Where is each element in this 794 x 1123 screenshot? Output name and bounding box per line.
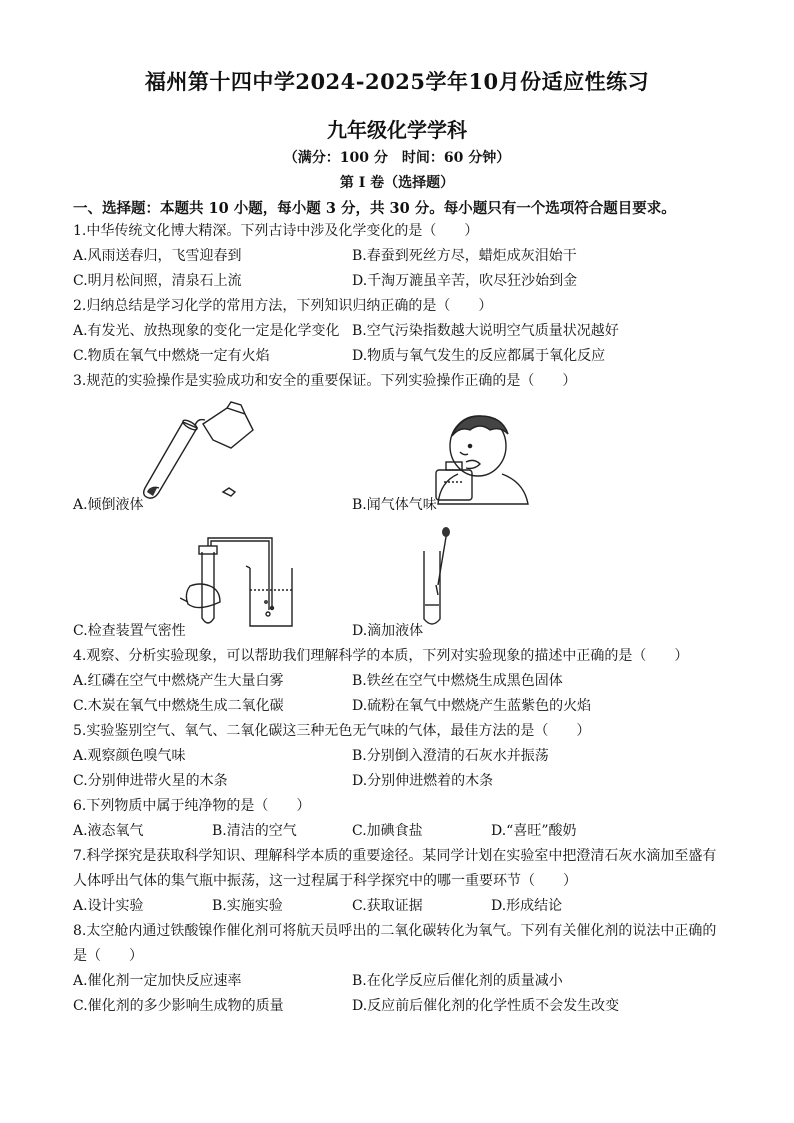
question-3-stem: 3.规范的实验操作是实验成功和安全的重要保证。下列实验操作正确的是（ ） bbox=[73, 373, 577, 389]
q8-option-a: A.催化剂一定加快反应速率 bbox=[73, 973, 242, 989]
q6-option-a: A.液态氧气 bbox=[73, 823, 144, 839]
question-7-stem-line1: 7.科学探究是获取科学知识、理解科学本质的重要途径。某同学计划在实验室中把澄清石灰水滴加至盛有 bbox=[73, 848, 717, 864]
section-heading: 一、选择题：本题共 10 小题，每小题 3 分，共 30 分。每小题只有一个选项符合题目要求。 bbox=[73, 200, 676, 217]
q2-option-d: D.物质与氧气发生的反应都属于氧化反应 bbox=[352, 348, 606, 364]
q4-option-c: C.木炭在氧气中燃烧生成二氧化碳 bbox=[73, 698, 284, 714]
q6-option-b: B.清洁的空气 bbox=[212, 823, 297, 839]
question-2-stem: 2.归纳总结是学习化学的常用方法，下列知识归纳正确的是（ ） bbox=[73, 298, 493, 314]
q7-option-b: B.实施实验 bbox=[212, 898, 283, 914]
q2-option-c: C.物质在氧气中燃烧一定有火焰 bbox=[73, 348, 270, 364]
q7-option-d: D.形成结论 bbox=[491, 898, 563, 914]
pouring-liquid-figure bbox=[135, 400, 275, 505]
q3-option-d: D.滴加液体 bbox=[352, 623, 424, 639]
q7-option-c: C.获取证据 bbox=[352, 898, 423, 914]
question-4-stem: 4.观察、分析实验现象，可以帮助我们理解科学的本质，下列对实验现象的描述中正确的是（ ） bbox=[73, 648, 689, 664]
question-1-stem: 1.中华传统文化博大精深。下列古诗中涉及化学变化的是（ ） bbox=[73, 223, 479, 239]
q4-option-a: A.红磷在空气中燃烧产生大量白雾 bbox=[73, 673, 284, 689]
question-8-stem-line2: 是（ ） bbox=[73, 948, 143, 964]
q4-option-d: D.硫粉在氧气中燃烧产生蓝紫色的火焰 bbox=[352, 698, 592, 714]
q8-option-d: D.反应前后催化剂的化学性质不会发生改变 bbox=[352, 998, 620, 1014]
q1-option-c: C.明月松间照，清泉石上流 bbox=[73, 273, 242, 289]
q5-option-b: B.分别倒入澄清的石灰水并振荡 bbox=[352, 748, 549, 764]
q7-option-a: A.设计实验 bbox=[73, 898, 144, 914]
q3-option-c: C.检查装置气密性 bbox=[73, 623, 186, 639]
q5-option-a: A.观察颜色嗅气味 bbox=[73, 748, 186, 764]
q4-option-b: B.铁丝在空气中燃烧生成黑色固体 bbox=[352, 673, 563, 689]
question-8-stem-line1: 8.太空舱内通过铁酸镍作催化剂可将航天员呼出的二氧化碳转化为氧气。下列有关催化剂的说法中正确的 bbox=[73, 923, 717, 939]
q1-option-a: A.风雨送春归，飞雪迎春到 bbox=[73, 248, 242, 264]
q5-option-c: C.分别伸进带火星的木条 bbox=[73, 773, 228, 789]
exam-part: 第 I 卷（选择题） bbox=[339, 175, 455, 191]
q2-option-b: B.空气污染指数越大说明空气质量状况越好 bbox=[352, 323, 619, 339]
q2-option-a: A.有发光、放热现象的变化一定是化学变化 bbox=[73, 323, 340, 339]
exam-meta: （满分：100 分 时间：60 分钟） bbox=[283, 150, 511, 166]
q3-option-a: A.倾倒液体 bbox=[73, 497, 144, 513]
exam-title: 福州第十四中学2024-2025学年10月份适应性练习 bbox=[144, 69, 650, 94]
question-5-stem: 5.实验鉴别空气、氧气、二氧化碳这三种无色无气味的气体，最佳方法的是（ ） bbox=[73, 723, 591, 739]
exam-subject: 九年级化学学科 bbox=[327, 118, 467, 142]
q6-option-c: C.加碘食盐 bbox=[352, 823, 423, 839]
question-7-stem-line2: 人体呼出气体的集气瓶中振荡，这一过程属于科学探究中的哪一重要环节（ ） bbox=[73, 873, 577, 889]
q8-option-c: C.催化剂的多少影响生成物的质量 bbox=[73, 998, 284, 1014]
q5-option-d: D.分别伸进燃着的木条 bbox=[352, 773, 494, 789]
q8-option-b: B.在化学反应后催化剂的质量减小 bbox=[352, 973, 563, 989]
question-6-stem: 6.下列物质中属于纯净物的是（ ） bbox=[73, 798, 311, 814]
airtightness-check-figure bbox=[180, 532, 310, 632]
q6-option-d: D.“喜旺”酸奶 bbox=[491, 823, 577, 839]
smelling-gas-figure bbox=[430, 408, 540, 508]
q3-option-b: B.闻气体气味 bbox=[352, 497, 437, 513]
q1-option-b: B.春蚕到死丝方尽，蜡炬成灰泪始干 bbox=[352, 248, 577, 264]
q1-option-d: D.千淘万漉虽辛苦，吹尽狂沙始到金 bbox=[352, 273, 578, 289]
dropping-liquid-figure bbox=[416, 525, 456, 630]
